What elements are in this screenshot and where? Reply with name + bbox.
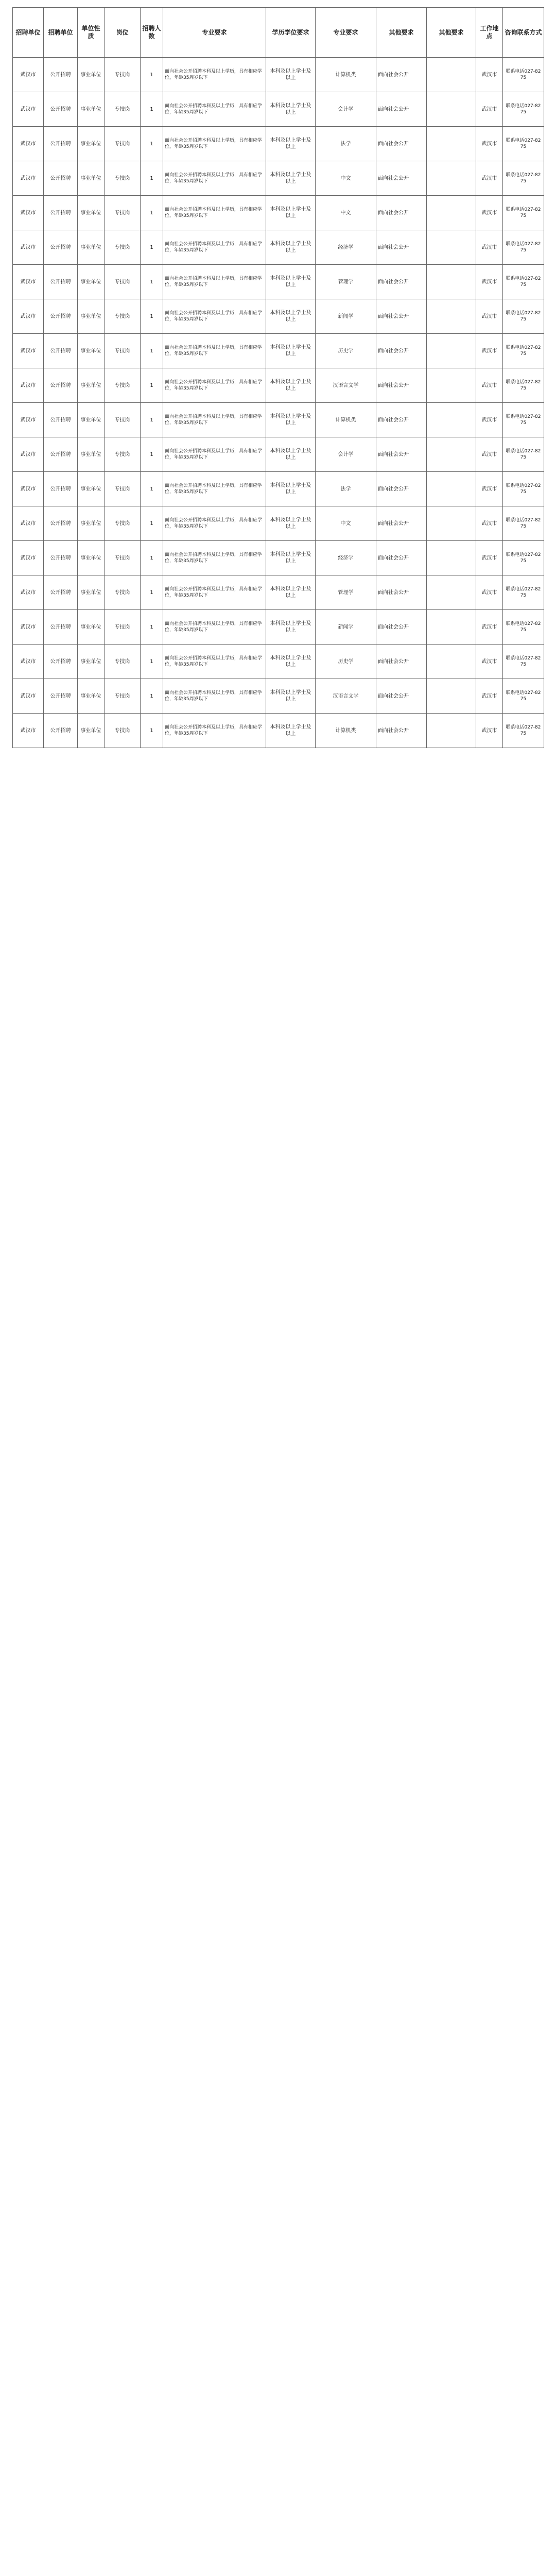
cell-location: 武汉市: [476, 437, 503, 472]
cell-other-2: [427, 403, 476, 437]
cell-recruit-type: 公开招聘: [44, 645, 78, 679]
cell-other: 面向社会公开: [376, 506, 427, 541]
table-row: [13, 92, 544, 127]
cell-other-2: [427, 472, 476, 506]
cell-other: 面向社会公开: [376, 92, 427, 127]
cell-contact: 联系电话027-8275: [503, 127, 544, 161]
cell-contact: 联系电话027-8275: [503, 714, 544, 748]
table-row: [13, 610, 544, 645]
cell-unit: 武汉市: [13, 541, 44, 575]
cell-other: 面向社会公开: [376, 334, 427, 368]
cell-position: 专技岗: [105, 541, 141, 575]
cell-count: 1: [141, 506, 163, 541]
cell-major: 法学: [316, 127, 376, 161]
cell-education: 本科及以上学士及以上: [266, 265, 316, 299]
cell-recruit-type: 公开招聘: [44, 541, 78, 575]
cell-requirements: 面向社会公开招聘本科及以上学历，具有相应学位，年龄35周岁以下: [163, 299, 266, 334]
cell-position: 专技岗: [105, 714, 141, 748]
cell-unit-type: 事业单位: [78, 575, 105, 610]
cell-requirements: 面向社会公开招聘本科及以上学历，具有相应学位，年龄35周岁以下: [163, 679, 266, 714]
cell-education: 本科及以上学士及以上: [266, 472, 316, 506]
cell-count: 1: [141, 403, 163, 437]
cell-position: 专技岗: [105, 472, 141, 506]
cell-count: 1: [141, 58, 163, 92]
cell-count: 1: [141, 299, 163, 334]
cell-count: 1: [141, 92, 163, 127]
cell-education: 本科及以上学士及以上: [266, 714, 316, 748]
cell-contact: 联系电话027-8275: [503, 230, 544, 265]
cell-location: 武汉市: [476, 230, 503, 265]
cell-other: 面向社会公开: [376, 127, 427, 161]
cell-education: 本科及以上学士及以上: [266, 437, 316, 472]
cell-unit-type: 事业单位: [78, 127, 105, 161]
cell-recruit-type: 公开招聘: [44, 679, 78, 714]
table-row: [13, 645, 544, 679]
cell-location: 武汉市: [476, 265, 503, 299]
cell-major: 历史学: [316, 334, 376, 368]
cell-unit-type: 事业单位: [78, 506, 105, 541]
cell-other-2: [427, 679, 476, 714]
cell-requirements: 面向社会公开招聘本科及以上学历，具有相应学位，年龄35周岁以下: [163, 196, 266, 230]
cell-unit: 武汉市: [13, 368, 44, 403]
table-row: [13, 714, 544, 748]
table-row: [13, 196, 544, 230]
cell-unit: 武汉市: [13, 299, 44, 334]
cell-requirements: 面向社会公开招聘本科及以上学历，具有相应学位，年龄35周岁以下: [163, 265, 266, 299]
header-cell: 其他要求: [427, 8, 476, 58]
cell-position: 专技岗: [105, 196, 141, 230]
cell-other-2: [427, 714, 476, 748]
table-body: [13, 58, 544, 748]
header-cell: 咨询联系方式: [503, 8, 544, 58]
cell-other-2: [427, 58, 476, 92]
cell-unit: 武汉市: [13, 506, 44, 541]
cell-other-2: [427, 610, 476, 645]
cell-unit-type: 事业单位: [78, 610, 105, 645]
recruitment-table: [12, 7, 544, 748]
cell-unit: 武汉市: [13, 230, 44, 265]
table-row: [13, 403, 544, 437]
cell-position: 专技岗: [105, 679, 141, 714]
cell-unit: 武汉市: [13, 196, 44, 230]
cell-major: 计算机类: [316, 403, 376, 437]
cell-contact: 联系电话027-8275: [503, 334, 544, 368]
cell-requirements: 面向社会公开招聘本科及以上学历，具有相应学位，年龄35周岁以下: [163, 506, 266, 541]
cell-other: 面向社会公开: [376, 472, 427, 506]
table-row: [13, 437, 544, 472]
cell-requirements: 面向社会公开招聘本科及以上学历，具有相应学位，年龄35周岁以下: [163, 161, 266, 196]
header-cell: 招聘单位: [44, 8, 78, 58]
table-row: [13, 161, 544, 196]
cell-unit: 武汉市: [13, 575, 44, 610]
cell-position: 专技岗: [105, 403, 141, 437]
cell-position: 专技岗: [105, 645, 141, 679]
cell-unit: 武汉市: [13, 161, 44, 196]
cell-recruit-type: 公开招聘: [44, 714, 78, 748]
cell-other-2: [427, 265, 476, 299]
cell-major: 会计学: [316, 92, 376, 127]
cell-education: 本科及以上学士及以上: [266, 127, 316, 161]
table-row: [13, 58, 544, 92]
cell-unit: 武汉市: [13, 58, 44, 92]
cell-recruit-type: 公开招聘: [44, 299, 78, 334]
cell-unit-type: 事业单位: [78, 161, 105, 196]
cell-unit-type: 事业单位: [78, 437, 105, 472]
cell-other: 面向社会公开: [376, 714, 427, 748]
table-row: [13, 472, 544, 506]
cell-unit: 武汉市: [13, 127, 44, 161]
cell-position: 专技岗: [105, 334, 141, 368]
cell-education: 本科及以上学士及以上: [266, 403, 316, 437]
cell-position: 专技岗: [105, 299, 141, 334]
cell-requirements: 面向社会公开招聘本科及以上学历，具有相应学位，年龄35周岁以下: [163, 610, 266, 645]
cell-other-2: [427, 196, 476, 230]
cell-major: 汉语言文学: [316, 368, 376, 403]
cell-unit-type: 事业单位: [78, 299, 105, 334]
cell-position: 专技岗: [105, 610, 141, 645]
cell-requirements: 面向社会公开招聘本科及以上学历，具有相应学位，年龄35周岁以下: [163, 92, 266, 127]
cell-location: 武汉市: [476, 541, 503, 575]
cell-position: 专技岗: [105, 265, 141, 299]
cell-other: 面向社会公开: [376, 196, 427, 230]
cell-contact: 联系电话027-8275: [503, 575, 544, 610]
cell-location: 武汉市: [476, 714, 503, 748]
cell-education: 本科及以上学士及以上: [266, 161, 316, 196]
cell-recruit-type: 公开招聘: [44, 161, 78, 196]
cell-requirements: 面向社会公开招聘本科及以上学历，具有相应学位，年龄35周岁以下: [163, 472, 266, 506]
table-row: [13, 506, 544, 541]
cell-location: 武汉市: [476, 679, 503, 714]
cell-recruit-type: 公开招聘: [44, 403, 78, 437]
cell-unit: 武汉市: [13, 334, 44, 368]
cell-contact: 联系电话027-8275: [503, 299, 544, 334]
cell-contact: 联系电话027-8275: [503, 541, 544, 575]
cell-requirements: 面向社会公开招聘本科及以上学历，具有相应学位，年龄35周岁以下: [163, 714, 266, 748]
cell-unit-type: 事业单位: [78, 472, 105, 506]
cell-major: 中文: [316, 161, 376, 196]
cell-major: 管理学: [316, 575, 376, 610]
cell-major: 计算机类: [316, 58, 376, 92]
cell-requirements: 面向社会公开招聘本科及以上学历，具有相应学位，年龄35周岁以下: [163, 368, 266, 403]
cell-count: 1: [141, 575, 163, 610]
cell-count: 1: [141, 334, 163, 368]
cell-position: 专技岗: [105, 161, 141, 196]
cell-position: 专技岗: [105, 58, 141, 92]
cell-education: 本科及以上学士及以上: [266, 610, 316, 645]
cell-other: 面向社会公开: [376, 230, 427, 265]
cell-position: 专技岗: [105, 506, 141, 541]
cell-other-2: [427, 127, 476, 161]
cell-location: 武汉市: [476, 334, 503, 368]
cell-recruit-type: 公开招聘: [44, 58, 78, 92]
cell-contact: 联系电话027-8275: [503, 368, 544, 403]
cell-education: 本科及以上学士及以上: [266, 506, 316, 541]
cell-location: 武汉市: [476, 368, 503, 403]
cell-other-2: [427, 506, 476, 541]
cell-education: 本科及以上学士及以上: [266, 334, 316, 368]
cell-unit-type: 事业单位: [78, 679, 105, 714]
cell-education: 本科及以上学士及以上: [266, 575, 316, 610]
cell-other-2: [427, 368, 476, 403]
cell-other-2: [427, 334, 476, 368]
cell-location: 武汉市: [476, 610, 503, 645]
cell-unit: 武汉市: [13, 714, 44, 748]
cell-other: 面向社会公开: [376, 368, 427, 403]
cell-education: 本科及以上学士及以上: [266, 645, 316, 679]
cell-other-2: [427, 645, 476, 679]
cell-count: 1: [141, 610, 163, 645]
cell-major: 中文: [316, 196, 376, 230]
cell-contact: 联系电话027-8275: [503, 403, 544, 437]
cell-major: 历史学: [316, 645, 376, 679]
table-row: [13, 368, 544, 403]
cell-education: 本科及以上学士及以上: [266, 92, 316, 127]
cell-unit-type: 事业单位: [78, 714, 105, 748]
table-row: [13, 230, 544, 265]
cell-other: 面向社会公开: [376, 161, 427, 196]
cell-contact: 联系电话027-8275: [503, 58, 544, 92]
cell-other: 面向社会公开: [376, 58, 427, 92]
cell-recruit-type: 公开招聘: [44, 92, 78, 127]
cell-recruit-type: 公开招聘: [44, 368, 78, 403]
cell-other: 面向社会公开: [376, 575, 427, 610]
cell-other: 面向社会公开: [376, 610, 427, 645]
cell-unit-type: 事业单位: [78, 196, 105, 230]
cell-contact: 联系电话027-8275: [503, 679, 544, 714]
cell-position: 专技岗: [105, 368, 141, 403]
cell-other-2: [427, 575, 476, 610]
recruitment-table-sheet: [12, 7, 544, 748]
header-cell: 工作地点: [476, 8, 503, 58]
cell-contact: 联系电话027-8275: [503, 610, 544, 645]
cell-requirements: 面向社会公开招聘本科及以上学历，具有相应学位，年龄35周岁以下: [163, 58, 266, 92]
cell-unit-type: 事业单位: [78, 334, 105, 368]
table-row: [13, 541, 544, 575]
cell-recruit-type: 公开招聘: [44, 334, 78, 368]
cell-location: 武汉市: [476, 403, 503, 437]
cell-recruit-type: 公开招聘: [44, 472, 78, 506]
cell-unit-type: 事业单位: [78, 368, 105, 403]
cell-major: 会计学: [316, 437, 376, 472]
cell-count: 1: [141, 645, 163, 679]
cell-requirements: 面向社会公开招聘本科及以上学历，具有相应学位，年龄35周岁以下: [163, 437, 266, 472]
cell-other-2: [427, 437, 476, 472]
cell-recruit-type: 公开招聘: [44, 127, 78, 161]
cell-major: 新闻学: [316, 610, 376, 645]
cell-contact: 联系电话027-8275: [503, 506, 544, 541]
header-cell: 岗位: [105, 8, 141, 58]
cell-unit: 武汉市: [13, 92, 44, 127]
cell-location: 武汉市: [476, 161, 503, 196]
cell-count: 1: [141, 368, 163, 403]
cell-other-2: [427, 92, 476, 127]
table-row: [13, 575, 544, 610]
cell-other-2: [427, 541, 476, 575]
cell-count: 1: [141, 265, 163, 299]
cell-location: 武汉市: [476, 196, 503, 230]
cell-count: 1: [141, 196, 163, 230]
cell-major: 法学: [316, 472, 376, 506]
cell-contact: 联系电话027-8275: [503, 161, 544, 196]
header-cell: 专业要求: [316, 8, 376, 58]
cell-major: 经济学: [316, 230, 376, 265]
cell-contact: 联系电话027-8275: [503, 472, 544, 506]
cell-other: 面向社会公开: [376, 437, 427, 472]
cell-location: 武汉市: [476, 575, 503, 610]
cell-requirements: 面向社会公开招聘本科及以上学历，具有相应学位，年龄35周岁以下: [163, 230, 266, 265]
cell-other-2: [427, 230, 476, 265]
cell-recruit-type: 公开招聘: [44, 196, 78, 230]
cell-count: 1: [141, 127, 163, 161]
cell-major: 新闻学: [316, 299, 376, 334]
cell-position: 专技岗: [105, 575, 141, 610]
header-cell: 专业要求: [163, 8, 266, 58]
table-row: [13, 334, 544, 368]
cell-count: 1: [141, 541, 163, 575]
cell-requirements: 面向社会公开招聘本科及以上学历，具有相应学位，年龄35周岁以下: [163, 541, 266, 575]
cell-other: 面向社会公开: [376, 679, 427, 714]
cell-location: 武汉市: [476, 506, 503, 541]
cell-recruit-type: 公开招聘: [44, 230, 78, 265]
cell-contact: 联系电话027-8275: [503, 92, 544, 127]
cell-unit-type: 事业单位: [78, 92, 105, 127]
cell-position: 专技岗: [105, 92, 141, 127]
cell-unit: 武汉市: [13, 679, 44, 714]
table-header-row: [13, 8, 544, 58]
cell-other: 面向社会公开: [376, 265, 427, 299]
table-row: [13, 127, 544, 161]
cell-recruit-type: 公开招聘: [44, 265, 78, 299]
cell-education: 本科及以上学士及以上: [266, 58, 316, 92]
cell-recruit-type: 公开招聘: [44, 610, 78, 645]
cell-other: 面向社会公开: [376, 541, 427, 575]
cell-requirements: 面向社会公开招聘本科及以上学历，具有相应学位，年龄35周岁以下: [163, 645, 266, 679]
cell-other-2: [427, 161, 476, 196]
cell-count: 1: [141, 472, 163, 506]
cell-location: 武汉市: [476, 127, 503, 161]
cell-count: 1: [141, 230, 163, 265]
table-row: [13, 299, 544, 334]
cell-count: 1: [141, 679, 163, 714]
cell-major: 汉语言文学: [316, 679, 376, 714]
header-cell: 单位性质: [78, 8, 105, 58]
cell-education: 本科及以上学士及以上: [266, 368, 316, 403]
cell-recruit-type: 公开招聘: [44, 506, 78, 541]
header-cell: 招聘单位: [13, 8, 44, 58]
cell-location: 武汉市: [476, 645, 503, 679]
header-cell: 招聘人数: [141, 8, 163, 58]
cell-position: 专技岗: [105, 127, 141, 161]
cell-unit: 武汉市: [13, 645, 44, 679]
cell-major: 经济学: [316, 541, 376, 575]
cell-contact: 联系电话027-8275: [503, 196, 544, 230]
cell-education: 本科及以上学士及以上: [266, 230, 316, 265]
cell-location: 武汉市: [476, 92, 503, 127]
cell-unit-type: 事业单位: [78, 645, 105, 679]
table-row: [13, 679, 544, 714]
cell-location: 武汉市: [476, 472, 503, 506]
cell-other-2: [427, 299, 476, 334]
cell-unit: 武汉市: [13, 403, 44, 437]
cell-location: 武汉市: [476, 58, 503, 92]
cell-contact: 联系电话027-8275: [503, 265, 544, 299]
cell-position: 专技岗: [105, 230, 141, 265]
cell-recruit-type: 公开招聘: [44, 575, 78, 610]
cell-other: 面向社会公开: [376, 403, 427, 437]
cell-unit: 武汉市: [13, 472, 44, 506]
cell-position: 专技岗: [105, 437, 141, 472]
table-row: [13, 265, 544, 299]
cell-unit-type: 事业单位: [78, 403, 105, 437]
cell-major: 中文: [316, 506, 376, 541]
cell-requirements: 面向社会公开招聘本科及以上学历，具有相应学位，年龄35周岁以下: [163, 575, 266, 610]
cell-education: 本科及以上学士及以上: [266, 679, 316, 714]
cell-other: 面向社会公开: [376, 645, 427, 679]
cell-education: 本科及以上学士及以上: [266, 196, 316, 230]
cell-education: 本科及以上学士及以上: [266, 541, 316, 575]
cell-requirements: 面向社会公开招聘本科及以上学历，具有相应学位，年龄35周岁以下: [163, 334, 266, 368]
cell-major: 管理学: [316, 265, 376, 299]
cell-contact: 联系电话027-8275: [503, 437, 544, 472]
cell-unit-type: 事业单位: [78, 265, 105, 299]
cell-unit: 武汉市: [13, 265, 44, 299]
cell-count: 1: [141, 714, 163, 748]
cell-contact: 联系电话027-8275: [503, 645, 544, 679]
cell-count: 1: [141, 161, 163, 196]
header-cell: 其他要求: [376, 8, 427, 58]
cell-requirements: 面向社会公开招聘本科及以上学历，具有相应学位，年龄35周岁以下: [163, 403, 266, 437]
cell-unit-type: 事业单位: [78, 541, 105, 575]
cell-unit: 武汉市: [13, 437, 44, 472]
header-cell: 学历学位要求: [266, 8, 316, 58]
cell-unit-type: 事业单位: [78, 58, 105, 92]
cell-location: 武汉市: [476, 299, 503, 334]
cell-requirements: 面向社会公开招聘本科及以上学历，具有相应学位，年龄35周岁以下: [163, 127, 266, 161]
cell-count: 1: [141, 437, 163, 472]
cell-unit: 武汉市: [13, 610, 44, 645]
cell-education: 本科及以上学士及以上: [266, 299, 316, 334]
cell-other: 面向社会公开: [376, 299, 427, 334]
cell-unit-type: 事业单位: [78, 230, 105, 265]
cell-major: 计算机类: [316, 714, 376, 748]
cell-recruit-type: 公开招聘: [44, 437, 78, 472]
